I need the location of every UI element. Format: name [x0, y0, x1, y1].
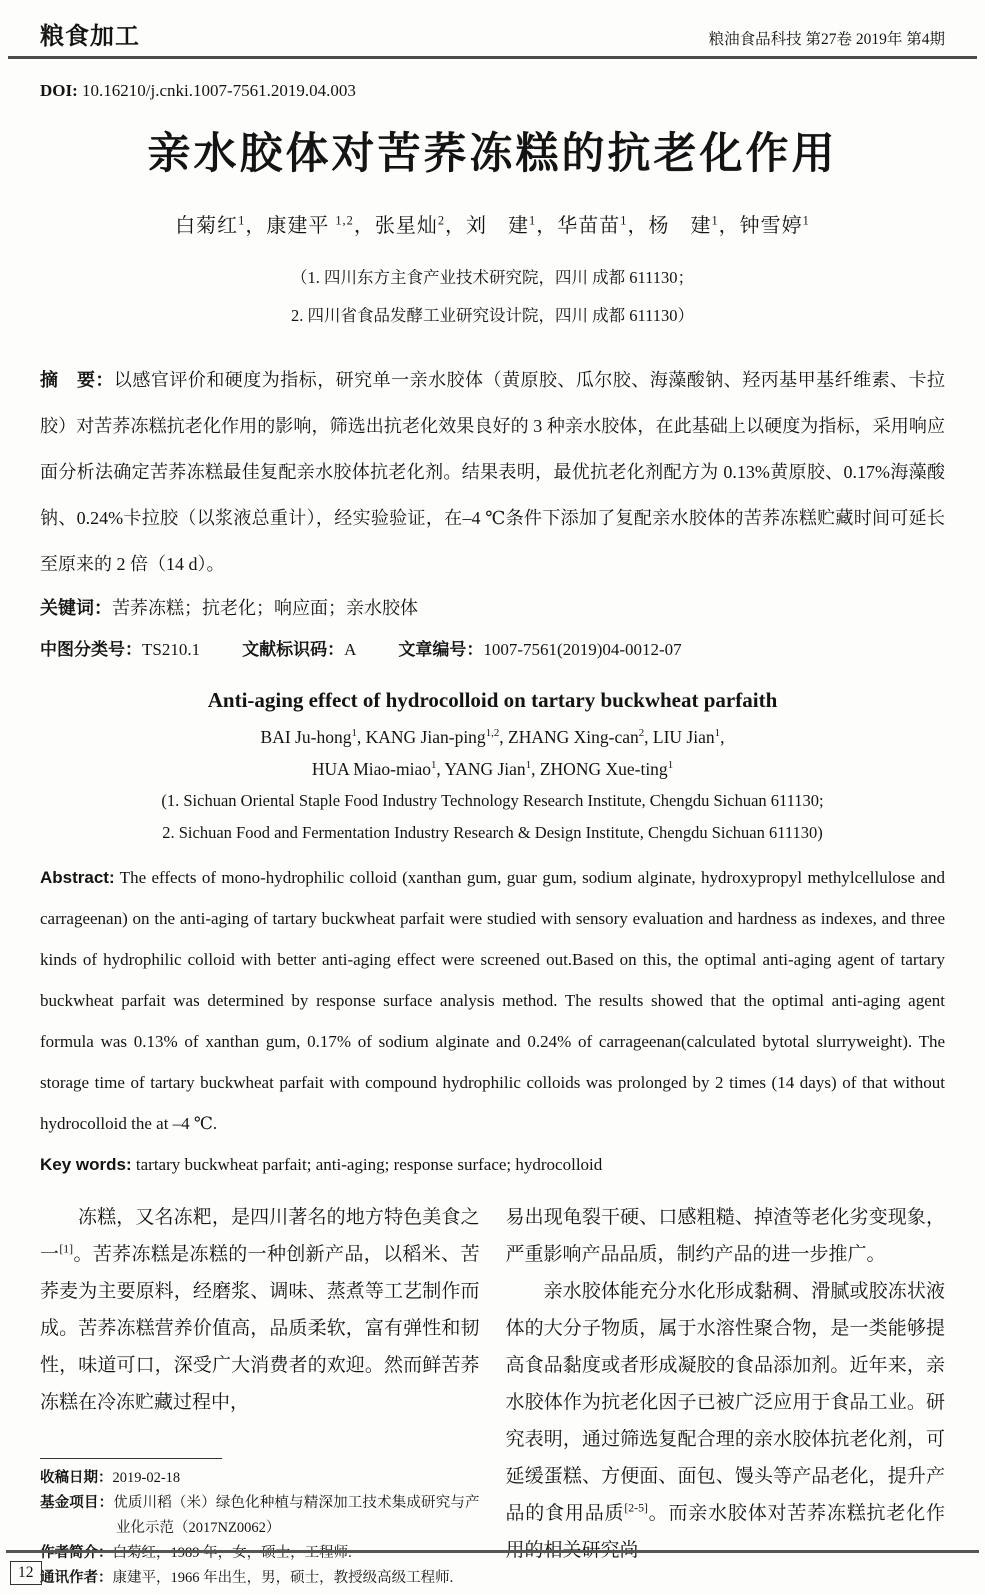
footnote-fund-text: 优质川稻（米）绿色化种植与精深加工技术集成研究与产业化示范（2017NZ0062）: [113, 1495, 480, 1536]
affiliation-cn-1: （1. 四川东方主食产业技术研究院，四川 成都 611130；: [290, 268, 695, 287]
affiliation-en-2: 2. Sichuan Food and Fermentation Industry Research & Design Institute, Chengdu Sichuan 611130): [162, 823, 823, 842]
article-id-value: 1007-7561(2019)04-0012-07: [483, 640, 682, 659]
article-title-en: Anti-aging effect of hydrocolloid on tartary buckwheat parfaith: [207, 688, 778, 712]
superscript: 1: [802, 213, 810, 228]
superscript: 1: [430, 759, 437, 772]
journal-issue-info: 粮油食品科技 第27卷 2019年 第4期: [708, 31, 945, 48]
superscript: 1: [238, 213, 246, 228]
keywords-en-label: Key words:: [40, 1155, 132, 1174]
body-paragraph-1: 冻糕，又名冻粑，是四川著名的地方特色美食之一[1]。苦荞冻糕是冻糕的一种创新产品，以稻米、苦荞麦为主要原料，经磨浆、调味、蒸煮等工艺制作而成。苦荞冻糕营养价值高，品质柔软，富有弹性和韧性，味道可口，深受广大消费者的欢迎。然而鲜苦荞冻糕在冷冻贮藏过程中，: [40, 1207, 480, 1413]
keywords-en-text: tartary buckwheat parfait; anti-aging; response surface; hydrocolloid: [131, 1155, 603, 1174]
superscript: [1]: [59, 1242, 74, 1256]
footnote-fund-label: 基金项目：: [40, 1495, 114, 1511]
footnote-author-bio-label: 作者简介：: [40, 1545, 113, 1561]
footer-rule: [6, 1550, 979, 1553]
abstract-en-text: The effects of mono-hydrophilic colloid (xanthan gum, guar gum, sodium alginate, hydroxypropyl methylcellulose and carrageenan) on the anti-aging of tartary buckwheat parfait were studied with sensory evaluation and hardness as indexes, and three kinds of hydrophilic colloid with better anti-aging effect were screened out.Based on this, the optimal anti-aging agent of tartary buckwheat parfait was determined by response surface analysis method. The results showed that the optimal anti-aging agent formula was 0.13% of xanthan gum, 0.17% of sodium alginate and 0.24% of carrageenan(calculated bytotal slurryweight). The storage time of tartary buckwheat parfait with compound hydrophilic colloids was prolonged by 2 times (14 days) of that without hydrocolloid the at –4 ℃.: [40, 868, 945, 1133]
superscript: 1: [620, 213, 628, 228]
authors-cn: 白菊红$^1$，康建平 $^{1,2}$，张星灿$^2$，刘 建$^1$，华苗苗$^1$，杨 建$^1$，钟雪婷$^1$: [175, 213, 810, 237]
doi-line: [40, 81, 945, 101]
abstract-cn: [40, 357, 945, 587]
header-rule: [8, 56, 977, 59]
affiliations-en: [40, 785, 945, 849]
keywords-en: [40, 1144, 945, 1185]
document-code: [242, 629, 356, 671]
superscript: 1: [529, 213, 537, 228]
body-columns: [40, 1199, 945, 1591]
authors-en-line2: HUA Miao-miao$^1$, YANG Jian$^1$, ZHONG Xue-ting$^1$: [311, 759, 674, 779]
article-title-cn: 亲水胶体对苦荞冻糕的抗老化作用: [147, 131, 838, 178]
article-id: [398, 629, 681, 671]
footnote-received-text: 2019-02-18: [112, 1470, 181, 1486]
affiliation-cn-2: 2. 四川省食品发酵工业研究设计院，四川 成都 611130）: [290, 306, 695, 325]
superscript: 1,2: [335, 213, 354, 228]
superscript: 1,2: [485, 727, 500, 740]
body-left-column: [40, 1199, 480, 1591]
page-number-box: 12: [10, 1561, 42, 1585]
footnote-corresponding-author: [40, 1566, 480, 1591]
doc-code-value: A: [344, 640, 357, 659]
classification-line: [40, 629, 945, 671]
page-header: [40, 16, 945, 51]
body-paragraph-3: 亲水胶体能充分水化形成黏稠、滑腻或胶冻状液体的大分子物质，属于水溶性聚合物，是一类能够提高食品黏度或者形成凝胶的食品添加剂。近年来，亲水胶体作为抗老化因子已被广泛应用于食品工业。研究表明，通过筛选复配合理的亲水胶体抗老化剂，可延缓蛋糕、方便面、面包、馒头等产品老化，提升产品的食用品质[2-5]。而亲水胶体对苦荞冻糕抗老化作用的相关研究尚: [505, 1281, 945, 1561]
abstract-cn-text: 以感官评价和硬度为指标，研究单一亲水胶体（黄原胶、瓜尔胶、海藻酸钠、羟丙基甲基纤维素、卡拉胶）对苦荞冻糕抗老化作用的影响，筛选出抗老化效果良好的 3 种亲水胶体，在此基础上以硬度为指标，采用响应面分析法确定苦荞冻糕最佳复配亲水胶体抗老化剂。结果表明，最优抗老化剂配方为 0.13%黄原胶、0.17%海藻酸钠、0.24%卡拉胶（以浆液总重计），经实验验证，在–4 ℃条件下添加了复配亲水胶体的苦荞冻糕贮藏时间可延长至原来的 2 倍（14 d）。: [40, 370, 946, 574]
affiliations-cn: [40, 259, 945, 335]
superscript: 1: [711, 213, 719, 228]
authors-en-line1: BAI Ju-hong$^1$, KANG Jian-ping$^{1,2}$, ZHANG Xing-can$^2$, LIU Jian$^1$,: [260, 727, 725, 747]
affiliation-en-1: (1. Sichuan Oriental Staple Food Industry Technology Research Institute, Chengdu Sichuan 611130;: [161, 791, 824, 810]
abstract-en: [40, 857, 945, 1144]
abstract-en-label: Abstract:: [40, 868, 115, 887]
authors-en: [40, 721, 945, 785]
footnote-received-label: 收稿日期：: [40, 1470, 113, 1486]
footnote-author-bio-text: 白菊红，1989 年，女，硕士，工程师.: [112, 1545, 352, 1561]
footnote-divider: [40, 1458, 222, 1459]
superscript: 1: [351, 727, 357, 740]
clc-value: TS210.1: [142, 640, 201, 659]
footnote-fund: [40, 1491, 480, 1541]
clc-label: 中图分类号：: [40, 640, 142, 659]
body-paragraph-2: 易出现龟裂干硬、口感粗糙、掉渣等老化劣变现象，严重影响产品品质，制约产品的进一步推广。: [505, 1207, 945, 1265]
article-id-label: 文章编号：: [398, 640, 484, 659]
superscript: 2: [437, 213, 446, 228]
keywords-cn-text: 苦荞冻糕；抗老化；响应面；亲水胶体: [112, 598, 418, 618]
footnote-received: [40, 1466, 480, 1491]
superscript: 1: [525, 759, 532, 772]
superscript: 1: [714, 727, 721, 740]
doc-code-label: 文献标识码：: [242, 640, 345, 659]
keywords-cn-label: 关键词：: [40, 598, 112, 618]
abstract-cn-label: 摘 要：: [40, 370, 114, 390]
keywords-cn: [40, 587, 945, 629]
superscript: 1: [667, 759, 674, 772]
doi-label: DOI:: [40, 81, 78, 100]
superscript: [2-5]: [624, 1501, 648, 1515]
doi-value: 10.16210/j.cnki.1007-7561.2019.04.003: [82, 81, 356, 100]
footnote-block: [40, 1458, 480, 1591]
footnote-corresponding-label: 通讯作者：: [40, 1570, 113, 1586]
clc-number: [40, 629, 200, 671]
body-right-column: [506, 1199, 946, 1591]
journal-section-label: 粮食加工: [40, 23, 140, 50]
footnote-author-bio: [40, 1541, 480, 1566]
footnote-corresponding-text: 康建平，1966 年出生，男，硕士，教授级高级工程师.: [112, 1570, 454, 1586]
superscript: 2: [638, 727, 645, 740]
